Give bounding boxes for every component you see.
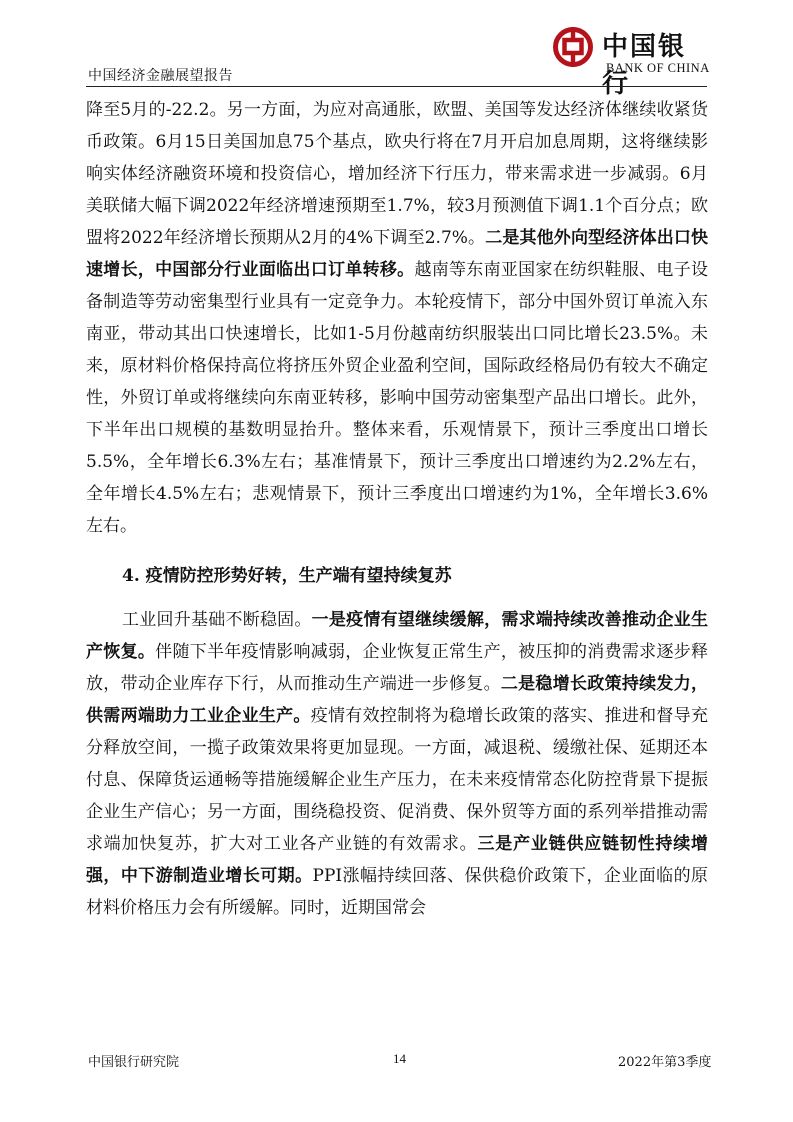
paragraph-text: 工业回升基础不断稳固。 [122,610,312,630]
bold-point-two: 二是其他外向型经济体出口快速增长，中国部分行业面临出口订单转移。 [86,228,708,280]
paragraph-text: 越南等东南亚国家在纺织鞋服、电子设备制造等劳动密集型行业具有一定竞争力。本轮疫情下，部分中国外贸订单流入东南亚，带动其出口快速增长，比如1-5月份越南纺织服装出口同比增长23.5%。未来，原材料价格保持高位将挤压外贸企业盈利空间，国际政经格局仍有较大不确定性，外贸订单或将继续向东南亚转移，影响中国劳动密集型产品出口增长。此外，下半年出口规模的基数明显抬升。整体来看，乐观情景下，预计三季度出口增长5.5%，全年增长6.3%左右；基准情景下，预计三季度出口增速约为2.2%左右，全年增长4.5%左右；悲观情景下，预计三季度出口增速约为1%，全年增长3.6%左右。 [86,260,709,536]
bank-of-china-logo [552,24,712,99]
footer-period: 2022年第3季度 [618,1055,712,1070]
main-content [86,94,708,924]
report-title: 中国经济金融展望报告 [88,68,233,84]
footer-institute: 中国银行研究院 [88,1055,180,1070]
page-number: 14 [393,1051,406,1066]
header-divider [86,86,707,87]
logo-english-text: BANK OF CHINA [606,61,710,75]
logo-chinese-text: 中国银行 [602,32,687,99]
paragraph-text: 疫情有效控制将为稳增长政策的落实、推进和督导充分释放空间，一揽子政策效果将更加显现。一方面，减退税、缓缴社保、延期还本付息、保障货运通畅等措施缓解企业生产压力，在未来疫情常态化防控背景下提振企业生产信心；另一方面，围绕稳投资、促消费、保外贸等方面的系列举措推动需求端加快复苏，扩大对工业各产业链的有效需求。 [86,706,709,854]
paragraph-text: 降至5月的-22.2。另一方面，为应对高通胀，欧盟、美国等发达经济体继续收紧货币政策。6月15日美国加息75个基点，欧央行将在7月开启加息周期，这将继续影响实体经济融资环境和投资信心，增加经济下行压力，带来需求进一步减弱。6月美联储大幅下调2022年经济增速预期至1.7%，较3月预测值下调1.1个百分点；欧盟将2022年经济增长预期从2月的4%下调至2.7%。 [86,100,708,248]
paragraph-text: PPI涨幅持续回落、保供稳价政策下，企业面临的原材料价格压力会有所缓解。同时，近期国常会 [86,866,709,918]
bank-of-china-emblem-icon [552,26,594,68]
section-heading: 4. 疫情防控形势好转，生产端有望持续复苏 [122,566,452,586]
paragraph-exports [86,94,708,542]
paragraph-industry [86,604,708,924]
paragraph-text: 伴随下半年疫情影响减弱，企业恢复正常生产，被压抑的消费需求逐步释放，带动企业库存下行，从而推动生产端进一步修复。 [86,642,709,694]
bold-point-two: 二是稳增长政策持续发力，供需两端助力工业企业生产。 [86,674,709,726]
bold-point-three: 三是产业链供应链韧性持续增强，中下游制造业增长可期。 [86,834,709,886]
bold-point-one: 一是疫情有望继续缓解，需求端持续改善推动企业生产恢复。 [86,610,709,662]
